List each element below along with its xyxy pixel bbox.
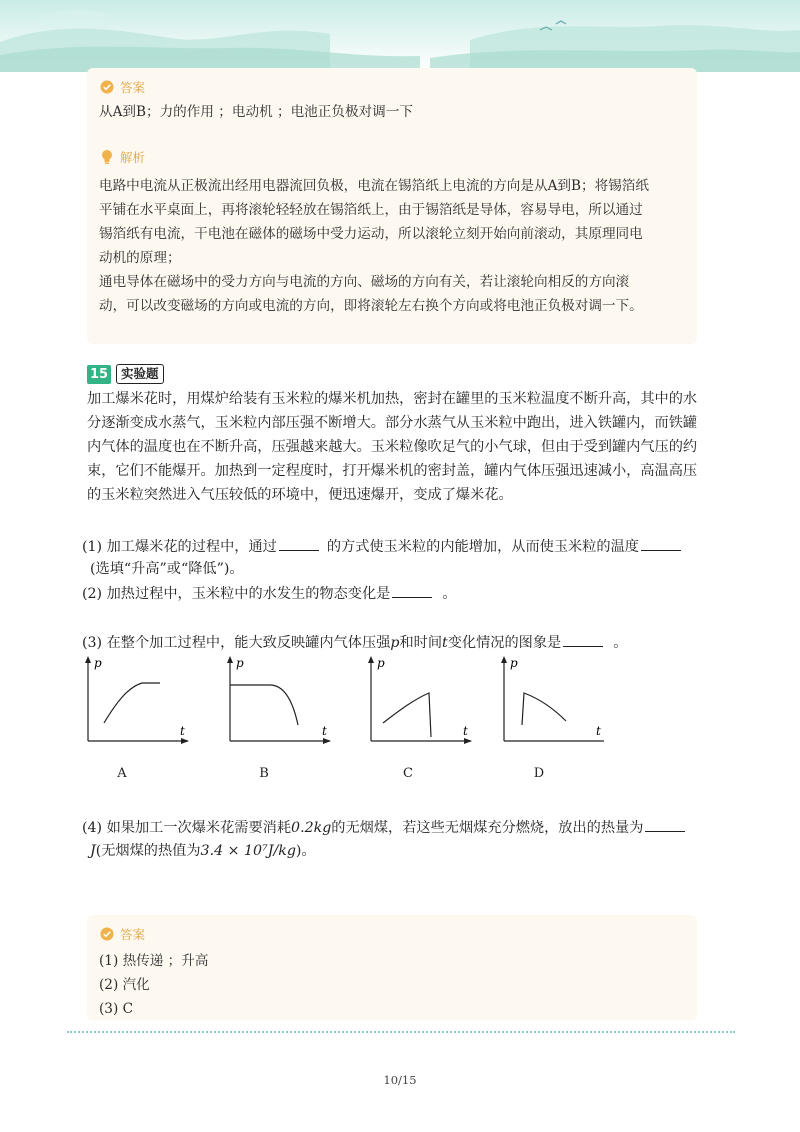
axis-p-label: p (236, 656, 244, 670)
question-stem-line: 的玉米粒突然进入气压较低的环境中，便迅速爆开，变成了爆米花。 (87, 487, 513, 503)
q1-text-a: (1) 加工爆米花的过程中，通过 (82, 539, 277, 555)
q1-blank-2[interactable] (641, 536, 681, 551)
analysis-line: 电路中电流从正极流出经用电器流回负极，电流在锡箔纸上电流的方向是从A到B；将锡箔纸 (99, 178, 649, 194)
answer-tag (100, 78, 145, 96)
header-decoration (0, 0, 800, 72)
graph-a (80, 653, 195, 748)
graph-label-a: A (117, 766, 127, 781)
answer-text: 从A到B；力的作用 ；电动机 ；电池正负极对调一下 (99, 104, 413, 120)
question-stem-line: 内气体的温度也在不断升高，压强越来越大。玉米粒像吹足气的小气球，但由于受到罐内气压的约 (87, 439, 698, 455)
axis-t-label: t (322, 724, 327, 738)
q3-text-b: 和时间 (399, 635, 443, 651)
graph-label-d: D (533, 766, 545, 781)
q4-mass: 0.2kg (291, 820, 332, 836)
q3-var-p: p (390, 635, 400, 651)
q1-text-b: 的方式使玉米粒的内能增加，从而使玉米粒的温度 (326, 539, 639, 555)
check-badge-icon (100, 80, 114, 94)
q4-text-d: )。 (295, 843, 316, 859)
analysis-line: 动，可以改变磁场的方向或电流的方向，即将滚轮左右换个方向或将电池正负极对调一下。 (99, 298, 643, 314)
q2-text-a: (2) 加热过程中，玉米粒中的水发生的物态变化是 (82, 586, 391, 602)
q3-var-t: t (442, 635, 448, 651)
graph-d (496, 653, 611, 748)
q2-text-b: 。 (442, 586, 457, 602)
answer-label: 答案 (120, 80, 146, 95)
axis-t-label: t (463, 724, 468, 738)
analysis-line: 锡箔纸有电流，干电池在磁体的磁场中受力运动，所以滚轮立刻开始向前滚动，其原理同电 (99, 226, 643, 242)
sub-question-2 (82, 583, 457, 604)
answer-line: (1) 热传递 ；升高 (99, 953, 209, 969)
question-stem-line: 分逐渐变成水蒸气，玉米粒内部压强不断增大。部分水蒸气从玉米粒中跑出，进入铁罐内，而铁罐 (87, 415, 698, 431)
axis-p-label: p (94, 656, 102, 670)
sub-question-1 (82, 536, 681, 557)
q3-text-c: 变化情况的图象是 (447, 635, 562, 651)
analysis-tag (100, 148, 145, 166)
graph-c (363, 653, 478, 748)
axis-p-label: p (510, 656, 518, 670)
question-number-badge: 15 (87, 365, 111, 384)
q2-blank[interactable] (392, 583, 432, 598)
question-stem-line: 加工爆米花时，用煤炉给装有玉米粒的爆米机加热，密封在罐里的玉米粒温度不断升高，其中的水 (87, 391, 698, 407)
axis-t-label: t (180, 724, 185, 738)
graph-label-b: B (259, 766, 269, 781)
q3-blank[interactable] (563, 632, 603, 647)
analysis-line: 动机的原理； (99, 250, 181, 266)
q4-unit: J (90, 843, 96, 859)
curve-c (383, 693, 431, 737)
axis-t-label: t (596, 724, 601, 738)
answer-line: (2) 汽化 (99, 977, 150, 993)
graph-label-c: C (403, 766, 413, 781)
curve-a (104, 683, 160, 723)
analysis-label: 解析 (120, 150, 146, 165)
q4-blank[interactable] (645, 817, 685, 832)
page-number: 10/15 (383, 1073, 417, 1087)
check-badge-icon (100, 927, 114, 941)
answer-label: 答案 (120, 927, 146, 942)
q3-text-d: 。 (613, 635, 628, 651)
answer-tag (100, 925, 145, 943)
q1-blank-1[interactable] (279, 536, 319, 551)
sub-question-3 (82, 632, 627, 653)
q1-hint: (选填“升高”或“降低”)。 (90, 561, 244, 577)
q4-heat-value: 3.4 × 10⁷J/kg (200, 843, 296, 859)
analysis-line: 平铺在水平桌面上，再将滚轮轻轻放在锡箔纸上，由于锡箔纸是导体，容易导电，所以通过 (99, 202, 643, 218)
question-type-tag: 实验题 (116, 364, 164, 384)
curve-d (522, 693, 566, 725)
sub-question-4 (82, 817, 685, 838)
q4-line-2 (90, 841, 316, 861)
dotted-divider (67, 1031, 735, 1033)
q4-text-b: 的无烟煤，若这些无烟煤充分燃烧，放出的热量为 (331, 820, 644, 836)
question-stem-line: 束，它们不能爆开。加热到一定程度时，打开爆米机的密封盖，罐内气体压强迅速减小，高温高压 (87, 463, 698, 479)
q4-text-c: (无烟煤的热值为 (95, 843, 201, 859)
q3-text-a: (3) 在整个加工过程中，能大致反映罐内气体压强 (82, 635, 391, 651)
q4-text-a: (4) 如果加工一次爆米花需要消耗 (82, 820, 292, 836)
analysis-line: 通电导体在磁场中的受力方向与电流的方向、磁场的方向有关，若让滚轮向相反的方向滚 (99, 274, 630, 290)
axis-p-label: p (377, 656, 385, 670)
curve-b (230, 685, 298, 725)
graph-b (222, 653, 337, 748)
answer-line: (3) C (99, 1001, 133, 1017)
lightbulb-icon (100, 149, 114, 165)
